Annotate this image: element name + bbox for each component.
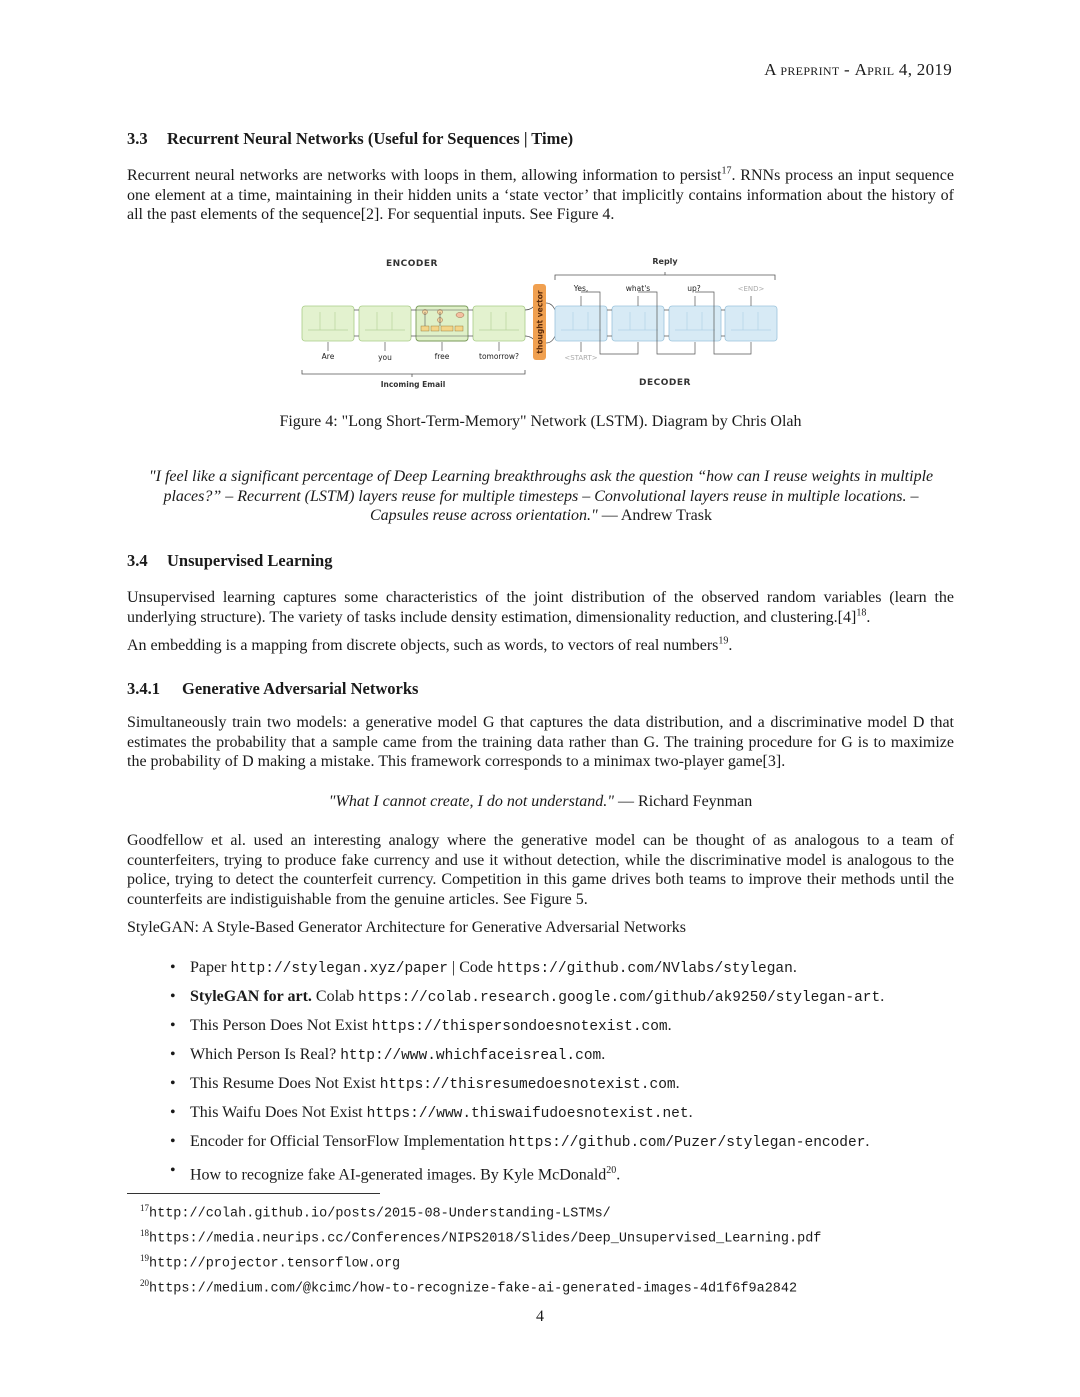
- period: .: [728, 637, 733, 654]
- footnote-ref-20[interactable]: 20: [606, 1165, 617, 1176]
- period: .: [792, 959, 797, 976]
- trask-quote: [135, 467, 947, 526]
- thisresumedoesnotexist-link[interactable]: https://thisresumedoesnotexist.com: [379, 1077, 676, 1093]
- encoder-cells: [302, 303, 537, 343]
- unsupervised-text: Unsupervised learning captures some characteristics of the joint distribution of the observed random variables (learn the underlying structure). The variety of tasks include density estimation, dimensionality reduction, and clustering.[4]: [127, 589, 954, 626]
- footnotes: [140, 1199, 821, 1299]
- output-word: what's: [625, 284, 651, 293]
- stylegan-encoder-link[interactable]: https://github.com/Puzer/stylegan-encoder: [508, 1135, 866, 1151]
- figure-4-caption: Figure 4: "Long Short-Term-Memory" Network (LSTM). Diagram by Chris Olah: [279, 413, 802, 430]
- output-word: Yes,: [573, 284, 589, 293]
- embedding-paragraph: [127, 636, 954, 656]
- whichfaceisreal-link[interactable]: http://www.whichfaceisreal.com: [340, 1048, 602, 1064]
- thispersondoesnotexist-link[interactable]: https://thispersondoesnotexist.com: [371, 1019, 668, 1035]
- incoming-bracket: [302, 370, 525, 377]
- footnote-ref-17[interactable]: 17: [721, 165, 732, 177]
- period: .: [866, 608, 871, 626]
- item-text: Paper: [190, 959, 231, 976]
- footnote-link[interactable]: http://projector.tensorflow.org: [149, 1256, 401, 1272]
- feynman-quote-text: "What I cannot create, I do not understand.": [328, 793, 615, 810]
- footnote-ref-18[interactable]: 18: [856, 607, 867, 619]
- encoder-label: ENCODER: [386, 259, 438, 269]
- section-heading-3-4-1: [127, 679, 418, 699]
- period: .: [667, 1017, 672, 1034]
- section-title: Generative Adversarial Networks: [182, 679, 419, 698]
- output-word: up?: [687, 284, 701, 293]
- trask-quote-text: "I feel like a significant percentage of Deep Learning breakthroughs ask the question “how can I reuse weights in multiple places?” – Recurrent (LSTM) layers reuse for multiple timesteps – Convolutional layers reuse in multiple locations. – Capsules reuse across orientation.": [148, 468, 934, 524]
- section-title: Unsupervised Learning: [167, 551, 333, 570]
- stylegan-links-list: [170, 958, 970, 1190]
- reply-label: Reply: [652, 257, 678, 266]
- footnote-17: [140, 1199, 821, 1224]
- list-item: [170, 1045, 970, 1074]
- rnn-text-b: . RNNs process an input sequence one element at a time, maintaining in their hidden units a ‘state vector’ that implicitly contains information about the history of all the past elements of the sequence[2]. For sequential inputs. See Figure 4.: [127, 167, 955, 223]
- section-number: 3.3: [127, 129, 148, 148]
- item-text: This Resume Does Not Exist: [190, 1075, 380, 1092]
- footnote-number: 18: [140, 1227, 149, 1238]
- item-text: This Person Does Not Exist: [190, 1017, 372, 1034]
- item-text: This Waifu Does Not Exist: [190, 1104, 367, 1121]
- rnn-paragraph: [127, 166, 954, 225]
- item-bold-label: StyleGAN for art.: [190, 988, 312, 1005]
- embedding-text: An embedding is a mapping from discrete objects, such as words, to vectors of real numbers: [127, 637, 719, 654]
- list-item: [170, 1161, 970, 1190]
- header-separator: -: [839, 60, 855, 79]
- period: .: [616, 1166, 621, 1184]
- item-text: How to recognize fake AI-generated images. By Kyle McDonald: [190, 1166, 607, 1184]
- start-token: <START>: [564, 354, 598, 362]
- item-text: | Code: [447, 959, 497, 976]
- rnn-text-a: Recurrent neural networks are networks with loops in them, allowing information to persist: [127, 167, 722, 184]
- footnote-link[interactable]: http://colah.github.io/posts/2015-08-Understanding-LSTMs/: [149, 1206, 611, 1222]
- list-item: [170, 1132, 970, 1161]
- page-number: 4: [536, 1308, 544, 1325]
- trask-quote-author: — Andrew Trask: [597, 507, 712, 524]
- colab-link[interactable]: https://colab.research.google.com/github/ak9250/stylegan-art: [358, 990, 881, 1006]
- footnote-link[interactable]: https://medium.com/@kcimc/how-to-recognize-fake-ai-generated-images-4d1f6f9a2842: [149, 1281, 798, 1297]
- period: .: [880, 988, 885, 1005]
- feynman-quote: [127, 792, 954, 812]
- footnote-number: 20: [140, 1277, 149, 1288]
- footnote-number: 19: [140, 1252, 149, 1263]
- period: .: [688, 1104, 693, 1121]
- lstm-encoder-decoder-diagram: [290, 248, 790, 398]
- footnote-link[interactable]: https://media.neurips.cc/Conferences/NIPS2018/Slides/Deep_Unsupervised_Learning.pdf: [149, 1231, 822, 1247]
- footnote-divider: [127, 1193, 380, 1194]
- list-item: [170, 1016, 970, 1045]
- unsupervised-paragraph: [127, 588, 954, 627]
- footnote-19: [140, 1249, 821, 1274]
- list-item: [170, 1074, 970, 1103]
- list-item: [170, 987, 970, 1016]
- feynman-quote-author: — Richard Feynman: [614, 793, 753, 810]
- section-heading-3-4: [127, 551, 332, 571]
- decoder-label: DECODER: [639, 378, 691, 388]
- decoder-cells: [546, 292, 777, 354]
- gan-paragraph: Simultaneously train two models: a generative model G that captures the data distribution, and a discriminative model D that estimates the probability that a sample came from the training data rather than G. The training procedure for G is to maximize the probability of D making a mistake. This framework corresponds to a minimax two-player game[3].: [127, 714, 954, 770]
- running-title-date: April 4, 2019: [854, 60, 952, 79]
- paper-link[interactable]: http://stylegan.xyz/paper: [230, 961, 448, 977]
- reply-bracket: [555, 272, 775, 280]
- period: .: [675, 1075, 680, 1092]
- period: .: [865, 1133, 870, 1150]
- footnote-number: 17: [140, 1203, 149, 1213]
- section-number: 3.4.1: [127, 679, 160, 698]
- section-heading-3-3: [127, 129, 573, 149]
- footnote-20: [140, 1274, 821, 1299]
- goodfellow-paragraph: Goodfellow et al. used an interesting analogy where the generative model can be thought of as analogous to a team of counterfeiters, trying to produce fake currency and use it without detection, while the discriminative model is analogous to the police, trying to detect the counterfeit currency. Competition in this game drives both teams to improve their methods until the counterfeits are indistiguishable from the genuine articles. See Figure 5.: [127, 832, 954, 908]
- item-text: Which Person Is Real?: [190, 1046, 341, 1063]
- input-word: Are: [321, 352, 335, 361]
- footnote-ref-19[interactable]: 19: [718, 635, 729, 647]
- running-header: [764, 60, 952, 80]
- input-word: you: [378, 353, 392, 362]
- period: .: [601, 1046, 606, 1063]
- running-title-preprint: A preprint: [764, 60, 840, 79]
- item-text: Encoder for Official TensorFlow Implementation: [190, 1133, 509, 1150]
- code-link[interactable]: https://github.com/NVlabs/stylegan: [496, 961, 793, 977]
- list-item: [170, 1103, 970, 1132]
- output-end-token: <END>: [737, 285, 765, 293]
- incoming-email-label: Incoming Email: [380, 380, 446, 389]
- thiswaifudoesnotexist-link[interactable]: https://www.thiswaifudoesnotexist.net: [366, 1106, 689, 1122]
- input-word: tomorrow?: [479, 352, 519, 361]
- section-title: Recurrent Neural Networks (Useful for Sequences | Time): [167, 129, 574, 148]
- item-text: Colab: [311, 988, 359, 1005]
- list-item: [170, 958, 970, 987]
- input-word: free: [434, 352, 450, 361]
- section-number: 3.4: [127, 551, 148, 570]
- encoder-inputs: [322, 342, 519, 362]
- thought-vector-label: thought vector: [535, 290, 545, 354]
- stylegan-intro: StyleGAN: A Style-Based Generator Architecture for Generative Adversarial Networks: [127, 919, 686, 936]
- footnote-18: [140, 1224, 821, 1249]
